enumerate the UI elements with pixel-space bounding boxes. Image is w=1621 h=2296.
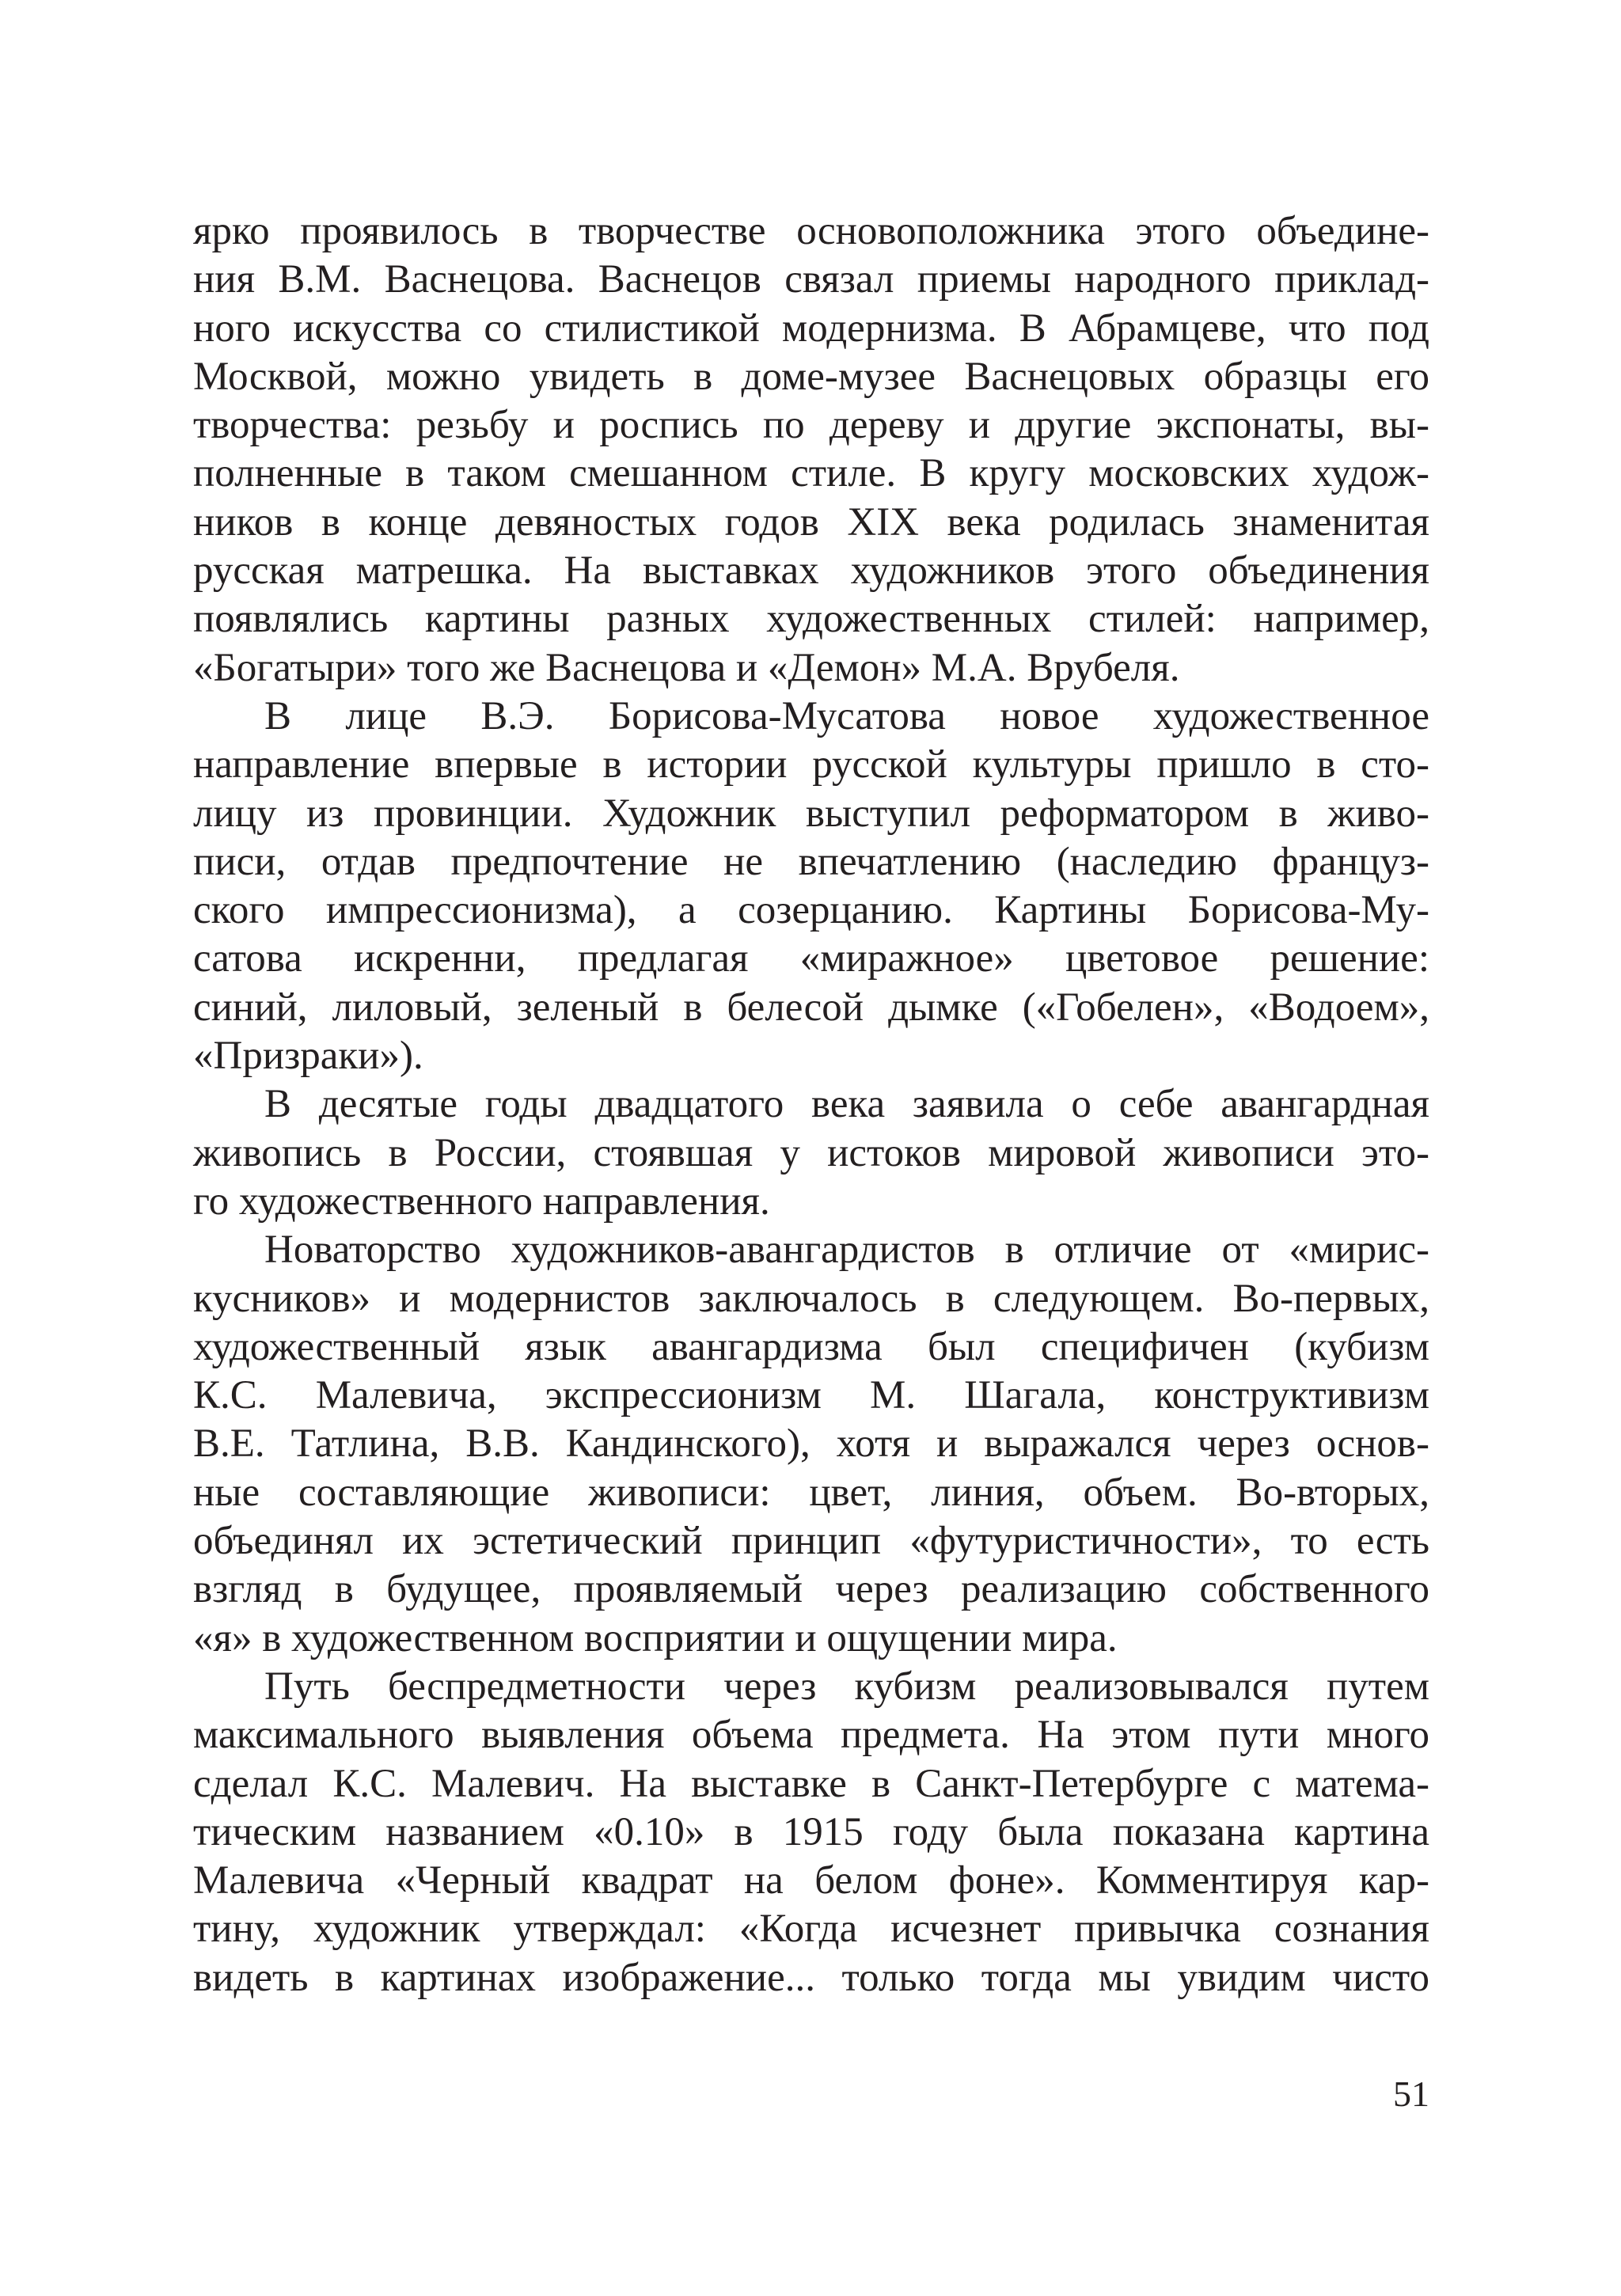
text-line: тину, художник утверждал: «Когда исчезнет привычка сознания bbox=[193, 1907, 1429, 1952]
text-line: взгляд в будущее, проявляемый через реализацию собственного bbox=[193, 1567, 1429, 1612]
text-line: Москвой, можно увидеть в доме-музее Васнецовых образцы его bbox=[193, 354, 1429, 399]
text-line: ского импрессионизма), а созерцанию. Картины Борисова-Му- bbox=[193, 888, 1429, 933]
text-line: Путь беспредметности через кубизм реализовывался путем bbox=[264, 1664, 1429, 1709]
text-line: лицу из провинции. Художник выступил реформатором в живо- bbox=[193, 791, 1429, 836]
text-line: «Богатыри» того же Васнецова и «Демон» М.А. Врубеля. bbox=[193, 645, 1180, 690]
text-line: сделал К.С. Малевич. На выставке в Санкт-Петербурге с матема- bbox=[193, 1761, 1429, 1806]
text-line: го художественного направления. bbox=[193, 1178, 770, 1224]
text-line: появлялись картины разных художественных стилей: например, bbox=[193, 597, 1429, 642]
text-line: «Призраки»). bbox=[193, 1034, 423, 1079]
text-line: кусников» и модернистов заключалось в следующем. Во-первых, bbox=[193, 1276, 1429, 1321]
text-line: живопись в России, стоявшая у истоков мировой живописи это- bbox=[193, 1130, 1429, 1175]
text-line: К.С. Малевича, экспрессионизм М. Шагала, конструктивизм bbox=[193, 1373, 1429, 1418]
text-line: В десятые годы двадцатого века заявила о себе авангардная bbox=[264, 1082, 1429, 1127]
text-line: ные составляющие живописи: цвет, линия, объем. Во-вторых, bbox=[193, 1470, 1429, 1515]
text-line: тическим названием «0.10» в 1915 году была показана картина bbox=[193, 1809, 1429, 1854]
text-line: «я» в художественном восприятии и ощущении мира. bbox=[193, 1615, 1118, 1660]
text-line: ярко проявилось в творчестве основоположника этого объедине- bbox=[193, 209, 1429, 253]
text-line: сатова искренни, предлагая «миражное» цветовое решение: bbox=[193, 936, 1429, 981]
text-line: Новаторство художников-авангардистов в отличие от «мирис- bbox=[264, 1228, 1429, 1273]
text-line: видеть в картинах изображение... только тогда мы увидим чисто bbox=[193, 1955, 1429, 2000]
text-line: Малевича «Черный квадрат на белом фоне». Комментируя кар- bbox=[193, 1858, 1429, 1903]
text-line: В лице В.Э. Борисова-Мусатова новое художественное bbox=[264, 693, 1429, 738]
text-line: ников в конце девяностых годов XIX века родилась знаменитая bbox=[193, 499, 1429, 545]
text-line: синий, лиловый, зеленый в белесой дымке («Гобелен», «Водоем», bbox=[193, 985, 1429, 1030]
text-line: направление впервые в истории русской культуры пришло в сто- bbox=[193, 742, 1429, 787]
text-line: писи, отдав предпочтение не впечатлению (наследию француз- bbox=[193, 839, 1429, 884]
text-line: ния В.М. Васнецова. Васнецов связал приемы народного приклад- bbox=[193, 257, 1429, 302]
text-line: В.Е. Татлина, В.В. Кандинского), хотя и выражался через основ- bbox=[193, 1421, 1429, 1467]
text-line: полненные в таком смешанном стиле. В кругу московских худож- bbox=[193, 451, 1429, 496]
text-line: творчества: резьбу и роспись по дереву и другие экспонаты, вы- bbox=[193, 403, 1429, 448]
text-line: художественный язык авангардизма был специфичен (кубизм bbox=[193, 1324, 1429, 1369]
text-line: объединял их эстетический принцип «футуристичности», то есть bbox=[193, 1519, 1429, 1564]
body-text bbox=[193, 207, 1429, 2002]
page-number: 51 bbox=[1393, 2074, 1429, 2114]
text-line: максимального выявления объема предмета. На этом пути много bbox=[193, 1713, 1429, 1758]
text-line: ного искусства со стилистикой модернизма. В Абрамцеве, что под bbox=[193, 306, 1429, 351]
text-line: русская матрешка. На выставках художников этого объединения bbox=[193, 548, 1429, 594]
